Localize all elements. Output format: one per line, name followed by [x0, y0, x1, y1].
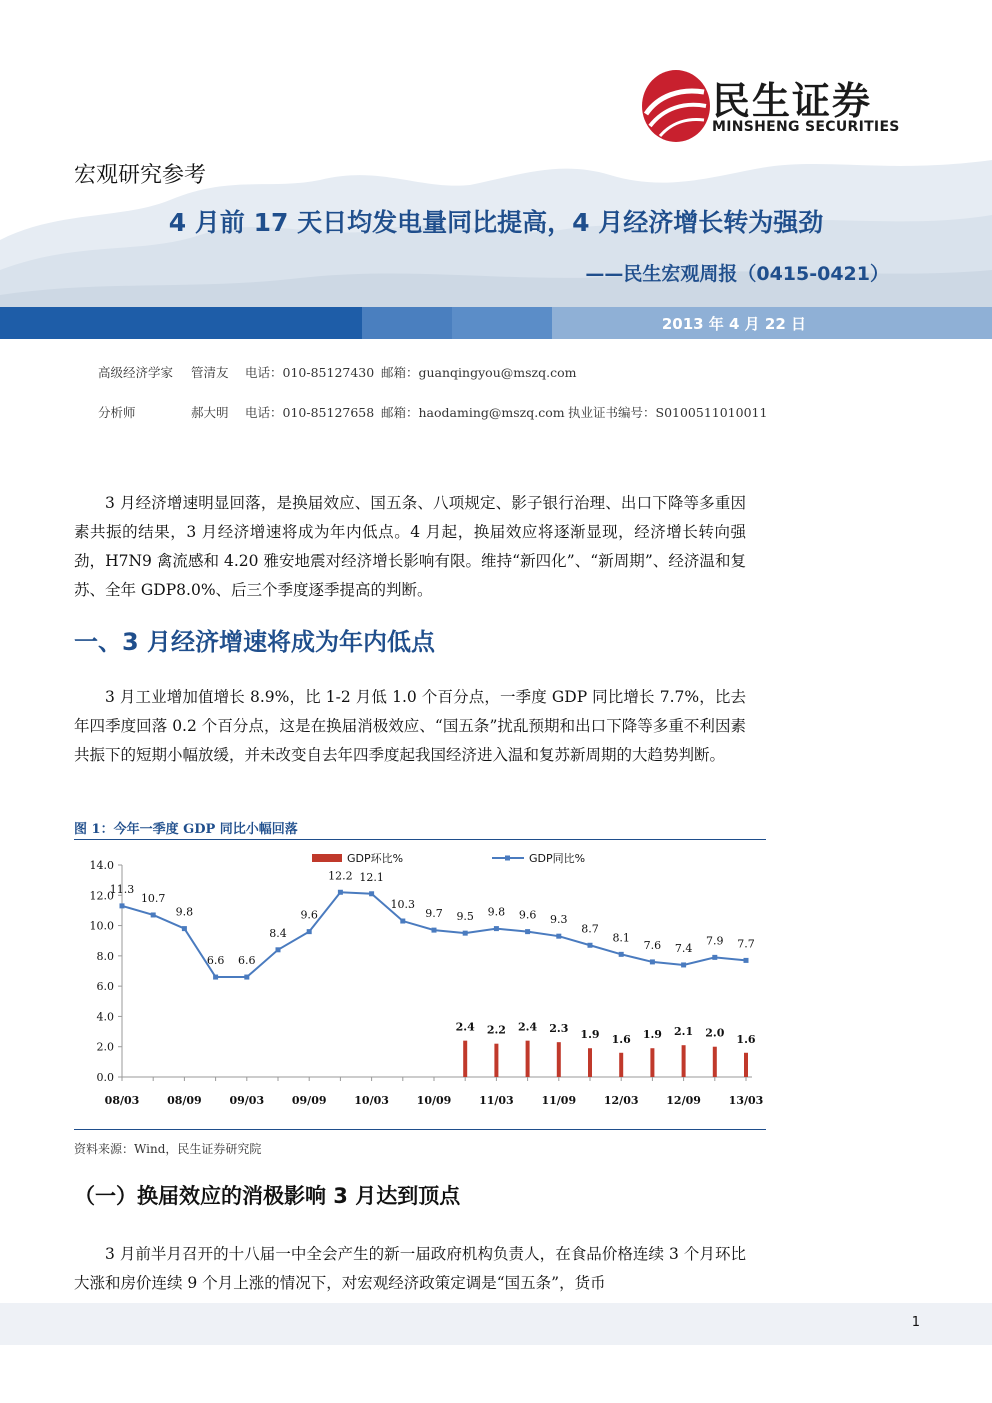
x-tick-label: 10/09 — [416, 1094, 452, 1107]
subsection-paragraph: 3 月前半月召开的十八届一中全会产生的新一届政府机构负责人，在食品价格连续 3 个月环比大涨和房价连续 9 个月上涨的情况下，对宏观经济政策定调是“国五条”，货币 — [74, 1245, 746, 1292]
bar-gdp-qoq — [650, 1048, 654, 1077]
section-heading: 一、3 月经济增速将成为年内低点 — [74, 628, 436, 656]
intro-paragraph: 3 月经济增速明显回落，是换届效应、国五条、八项规定、影子银行治理、出口下降等多重因素共振的结果，3 月经济增速将成为年内低点。4 月起，换届效应将逐渐显现，经济增长转向强劲，H7N9 禽流感和 4.20 雅安地震对经济增长影响有限。维持“新四化”、“新周期”、经济温和复苏、全年 GDP8.0%、后三个季度逐季提高的判断。 — [74, 494, 746, 599]
line-data-label: 10.7 — [140, 891, 166, 905]
line-data-label: 7.6 — [643, 938, 662, 952]
y-tick-label: 12.0 — [89, 889, 114, 903]
gdp-chart — [74, 842, 766, 1127]
bar-gdp-qoq — [713, 1047, 717, 1077]
line-data-label: 7.4 — [674, 941, 693, 955]
author-phone: 电话：010-85127658 — [245, 405, 375, 420]
line-data-label: 9.3 — [550, 913, 568, 927]
x-tick-label: 11/03 — [479, 1094, 514, 1107]
line-point — [432, 928, 437, 933]
bar-gdp-qoq — [494, 1044, 498, 1077]
logo-swoosh-icon — [640, 68, 710, 144]
line-data-label: 12.2 — [328, 869, 353, 883]
line-point — [619, 952, 624, 957]
x-tick-label: 12/03 — [603, 1094, 639, 1107]
page-footer — [0, 1303, 992, 1345]
legend-label: GDP环比% — [347, 852, 404, 865]
line-data-label: 11.3 — [109, 882, 135, 896]
report-date: 2013 年 4 月 22 日 — [661, 315, 806, 333]
legend-swatch-bar — [312, 854, 342, 862]
bar-gdp-qoq — [682, 1045, 686, 1077]
line-point — [182, 926, 187, 931]
bar-data-label: 1.6 — [736, 1032, 756, 1046]
author-cert-number: 执业证书编号：S0100511010011 — [568, 405, 768, 420]
line-data-label: 10.3 — [390, 898, 416, 912]
line-data-label: 8.4 — [269, 926, 287, 940]
bar-data-label: 2.0 — [705, 1026, 725, 1040]
bar-data-label: 2.1 — [674, 1025, 694, 1039]
logo-name-en: MINSHENG SECURITIES — [712, 119, 900, 135]
x-tick-label: 11/09 — [541, 1094, 577, 1107]
author-email[interactable]: 邮箱：guanqingyou@mszq.com — [381, 365, 577, 380]
bar-data-label: 2.2 — [486, 1023, 506, 1037]
y-tick-label: 8.0 — [96, 949, 114, 963]
author-role: 高级经济学家 — [98, 365, 174, 380]
author-name: 郝大明 — [191, 405, 229, 420]
line-data-label: 9.8 — [175, 905, 194, 919]
y-tick-label: 14.0 — [89, 859, 114, 872]
line-point — [588, 943, 593, 948]
line-point — [712, 955, 717, 960]
line-point — [650, 959, 655, 964]
line-data-label: 9.5 — [456, 910, 474, 924]
bar-gdp-qoq — [526, 1041, 530, 1077]
line-data-label: 9.6 — [300, 908, 318, 922]
x-tick-label: 13/03 — [728, 1094, 764, 1107]
author-email[interactable]: 邮箱：haodaming@mszq.com — [381, 405, 565, 420]
line-point — [213, 975, 218, 980]
line-point — [744, 958, 749, 963]
report-series: 宏观研究参考 — [74, 163, 207, 188]
line-data-label: 7.7 — [737, 937, 755, 951]
legend-label: GDP同比% — [529, 852, 586, 865]
y-tick-label: 4.0 — [96, 1010, 114, 1024]
bar-gdp-qoq — [588, 1048, 592, 1077]
bar-data-label: 2.3 — [549, 1022, 569, 1036]
header-color-band — [0, 307, 992, 339]
line-point — [525, 929, 530, 934]
figure-top-rule — [74, 839, 766, 840]
subsection-heading: （一）换届效应的消极影响 3 月达到顶点 — [74, 1184, 461, 1208]
x-tick-label: 09/09 — [291, 1094, 327, 1107]
line-data-label: 7.9 — [706, 934, 724, 948]
y-tick-label: 0.0 — [96, 1071, 114, 1084]
x-tick-label: 09/03 — [229, 1094, 265, 1107]
x-tick-label: 08/09 — [167, 1094, 202, 1107]
line-data-label: 9.8 — [487, 905, 506, 919]
y-tick-label: 2.0 — [96, 1040, 114, 1054]
bar-data-label: 2.4 — [455, 1020, 475, 1034]
author-name: 管清友 — [191, 365, 229, 380]
line-point — [556, 934, 561, 939]
line-point — [681, 962, 686, 967]
line-point — [463, 931, 468, 936]
figure-title: 图 1：今年一季度 GDP 同比小幅回落 — [74, 822, 298, 837]
line-data-label: 6.6 — [206, 954, 225, 968]
author-phone: 电话：010-85127430 — [245, 365, 375, 380]
line-point — [338, 890, 343, 895]
line-point — [151, 912, 156, 917]
x-tick-label: 12/09 — [666, 1094, 701, 1107]
page-number: 1 — [911, 1315, 920, 1330]
author-role: 分析师 — [98, 405, 136, 420]
logo-name-cn: 民生证券 — [712, 79, 873, 123]
bar-gdp-qoq — [463, 1041, 467, 1077]
line-data-label: 8.7 — [581, 922, 599, 936]
line-point — [307, 929, 312, 934]
bar-data-label: 1.9 — [580, 1028, 600, 1042]
bar-gdp-qoq — [557, 1042, 561, 1077]
line-point — [276, 947, 281, 952]
report-title: 4 月前 17 天日均发电量同比提高，4 月经济增长转为强劲 — [168, 208, 824, 237]
bar-data-label: 2.4 — [518, 1020, 538, 1034]
line-data-label: 9.7 — [425, 907, 443, 921]
bar-data-label: 1.6 — [611, 1032, 631, 1046]
bar-gdp-qoq — [744, 1053, 748, 1077]
x-tick-label: 10/03 — [354, 1094, 389, 1107]
line-data-label: 6.6 — [238, 954, 256, 968]
line-point — [120, 903, 125, 908]
y-tick-label: 10.0 — [89, 919, 114, 933]
line-data-label: 9.6 — [518, 908, 537, 922]
x-tick-label: 08/03 — [104, 1094, 140, 1107]
line-data-label: 12.1 — [359, 870, 384, 884]
section-paragraph: 3 月工业增加值增长 8.9%，比 1-2 月低 1.0 个百分点，一季度 GDP 同比增长 7.7%，比去年四季度回落 0.2 个百分点，这是在换届消极效应、“国五条”扰乱预期和出口下降等多重不利因素共振下的短期小幅放缓，并未改变自去年四季度起我国经济进入温和复苏新周期的大趋势判断。 — [74, 688, 746, 764]
figure-source: 资料来源：Wind，民生证券研究院 — [74, 1142, 262, 1156]
line-data-label: 8.1 — [612, 931, 630, 945]
bar-data-label: 1.9 — [642, 1028, 662, 1042]
line-point — [400, 919, 405, 924]
line-point — [244, 975, 249, 980]
line-point — [369, 891, 374, 896]
report-subtitle: ——民生宏观周报（0415-0421） — [585, 263, 889, 285]
y-tick-label: 6.0 — [96, 980, 114, 994]
bar-gdp-qoq — [619, 1053, 623, 1077]
legend-swatch-marker — [505, 856, 510, 861]
line-point — [494, 926, 499, 931]
figure-bottom-rule — [74, 1129, 766, 1130]
